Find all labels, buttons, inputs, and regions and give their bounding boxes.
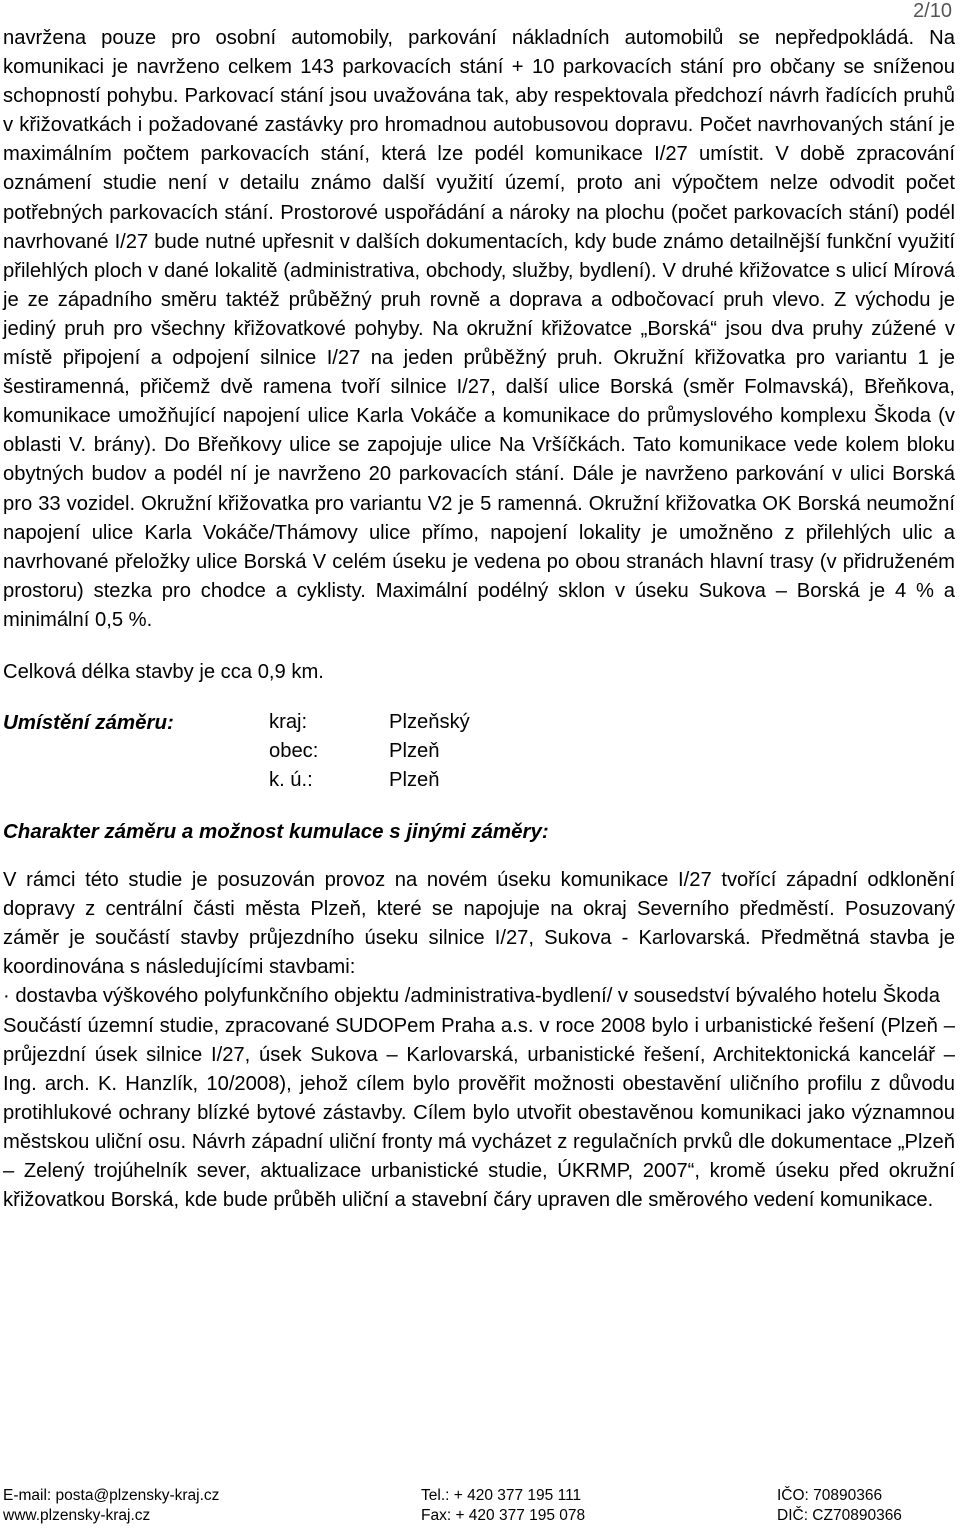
location-label: k. ú.: [269,769,313,792]
character-heading: Charakter záměru a možnost kumulace s jinými záměry: [3,820,549,844]
character-bullet: · dostavba výškového polyfunkčního objektu /administrativa-bydlení/ v sousedství bývalého hotelu Škoda [3,985,941,1008]
location-value: Plzeňský [389,711,470,734]
footer-tel: Tel.: + 420 377 195 111 [421,1487,582,1504]
character-paragraph-2: Součástí územní studie, zpracované SUDOPem Praha a.s. v roce 2008 bylo i urbanistické řešení (Plzeň – průjezdní úsek silnice I/27, úsek Sukova – Karlovarská, urbanistické řešení, Architektonická kancelář – Ing. arch. K. Hanzlík, 10/2008), jehož cílem bylo prověřit možnosti obestavění uličního profilu z důvodu protihlukové ochrany blízké bytové zástavby. Cílem bylo utvořit obestavěnou komunikaci jako významnou městskou uliční osu. Návrh západní uliční fronty má vycházet z regulačních prvků dle dokumentace „Plzeň – Zelený trojúhelník sever, aktualizace urbanistické studie, ÚKRMP, 2007“, kromě úseku před okružní křižovatkou Borská, kde bude průběh uliční a stavební čáry upraven dle směrového vedení komunikace. [3,1014,955,1212]
character-paragraph: V rámci této studie je posuzován provoz na novém úseku komunikace I/27 tvořící západní odklonění dopravy z centrální části města Plzeň, které se napojuje na okraj Severního předměstí. Posuzovaný záměr je součástí stavby průjezdního úseku silnice I/27, Sukova - Karlovarská. Předmětná stavba je koordinována s následujícími stavbami: [3,869,955,979]
footer-fax: Fax: + 420 377 195 078 [421,1507,586,1524]
location-heading: Umístění záměru: [3,711,174,735]
location-label: obec: [269,740,319,763]
footer-ico: IČO: 70890366 [777,1487,883,1504]
location-value: Plzeň [389,769,440,792]
footer-dic: DIČ: CZ70890366 [777,1507,902,1524]
location-section [3,708,955,796]
footer-email: E-mail: posta@plzensky-kraj.cz [3,1487,220,1504]
total-length-text: Celková délka stavby je cca 0,9 km. [3,660,324,683]
page-number: 2/10 [913,0,952,22]
location-label: kraj: [269,711,308,734]
document-body [3,24,955,1215]
body-paragraph: navržena pouze pro osobní automobily, parkování nákladních automobilů se nepředpokládá. Na komunikaci je navrženo celkem 143 parkovacích stání + 10 parkovacích stání pro občany se sníženou schopností pohybu. Parkovací stání jsou uvažována tak, aby respektovala předchozí návrh řadících pruhů v křižovatkách i požadované zastávky pro hromadnou autobusovou dopravu. Počet navrhovaných stání je maximálním počtem parkovacích stání, která lze podél komunikace I/27 umístit. V době zpracování oznámení studie není v detailu známo další využití území, proto ani výpočtem nelze odvodit počet potřebných parkovacích stání. Prostorové uspořádání a nároky na plochu (počet parkovacích stání) podél navrhované I/27 bude nutné upřesnit v dalších dokumentacích, kdy bude známo detailnější funkční využití přilehlých ploch v dané lokalitě (administrativa, obchody, služby, bydlení). V druhé křižovatce s ulicí Mírová je ze západního směru taktéž průběžný pruh rovně a doprava a odbočovací pruh vlevo. Z východu je jediný pruh pro všechny křižovatkové pohyby. Na okružní křižovatce „Borská“ jsou dva pruhy zúžené v místě připojení a odpojení silnice I/27 na jeden průběžný pruh. Okružní křižovatka pro variantu 1 je šestiramenná, přičemž dvě ramena tvoří silnice I/27, další ulice Borská (směr Folmavská), Břeňkova, komunikace umožňující napojení ulice Karla Vokáče a komunikace do průmyslového komplexu Škoda (v oblasti V. brány). Do Břeňkovy ulice se zapojuje ulice Na Vršíčkách. Tato komunikace vede kolem bloku obytných budov a podél ní je navrženo 20 parkovacích stání. Dále je navrženo parkování v ulici Borská pro 33 vozidel. Okružní křižovatka pro variantu V2 je 5 ramenná. Okružní křižovatka OK Borská neumožní napojení ulice Karla Vokáče/Thámovy ulice přímo, napojení lokality je umožněno z přilehlých ulic a navrhované přeložky ulice Borská V celém úseku je vedena po obou stranách hlavní trasy (v přidruženém prostoru) stezka pro chodce a cyklisty. Maximální podélný sklon v úseku Sukova – Borská je 4 % a minimální 0,5 %. [3,27,955,631]
page-footer [3,1486,955,1526]
location-value: Plzeň [389,740,440,763]
footer-web: www.plzensky-kraj.cz [3,1507,151,1524]
